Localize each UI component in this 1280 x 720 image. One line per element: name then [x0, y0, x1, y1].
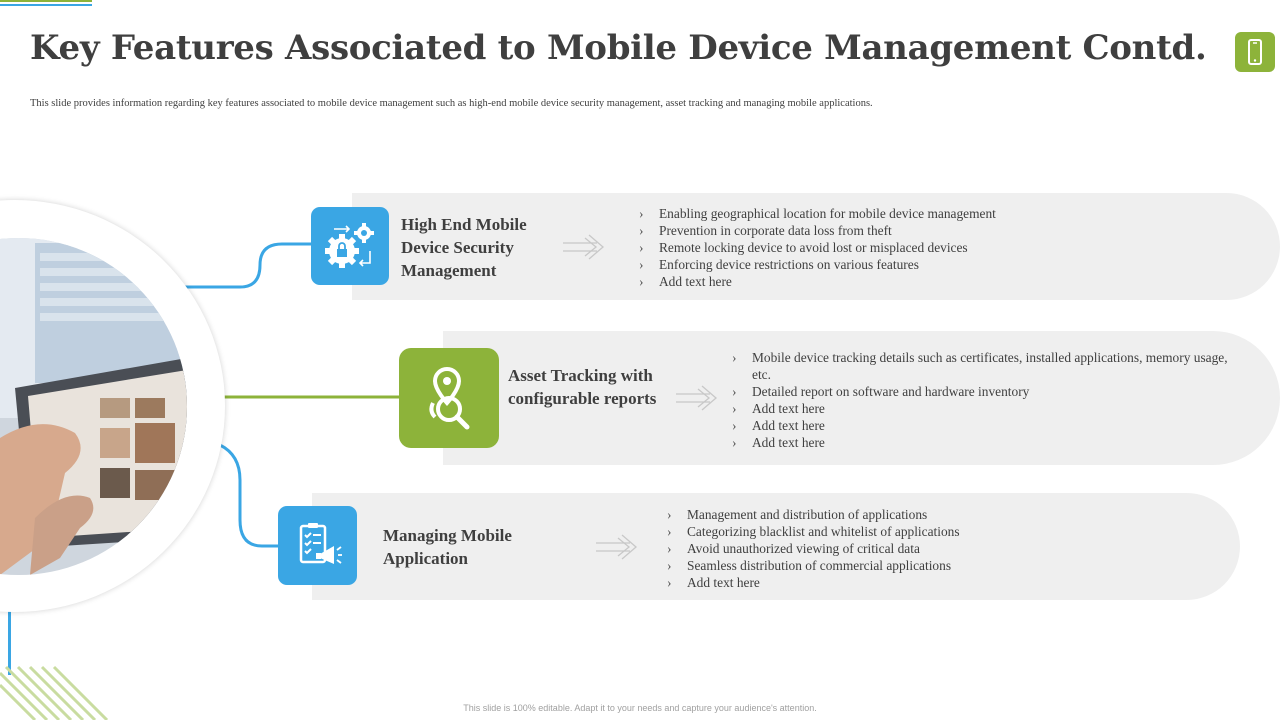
list-item: › Add text here [732, 417, 1242, 434]
feature-title-mobile-application: Managing Mobile Application [383, 526, 512, 568]
arrow-right-icon [561, 232, 607, 262]
checklist-megaphone-icon [278, 506, 357, 585]
arrow-right-icon [594, 532, 640, 562]
list-item: › Add text here [732, 434, 1242, 451]
feature-bullets-asset-tracking [732, 349, 1242, 451]
list-item: › Detailed report on software and hardware inventory [732, 383, 1242, 400]
list-item: › Add text here [667, 574, 1187, 591]
feature-title-security: High End Mobile Device Security Management [401, 215, 527, 280]
feature-bullets-security [639, 205, 1199, 290]
footer-note: This slide is 100% editable. Adapt it to your needs and capture your audience's attention. [463, 703, 817, 713]
list-item: › Prevention in corporate data loss from theft [639, 222, 1199, 239]
list-item: › Mobile device tracking details such as certificates, installed applications, memory usage, etc. [732, 349, 1242, 383]
feature-title-asset-tracking: Asset Tracking with configurable reports [508, 366, 657, 408]
list-item: › Seamless distribution of commercial applications [667, 557, 1187, 574]
list-item: › Remote locking device to avoid lost or misplaced devices [639, 239, 1199, 256]
gears-lock-icon [311, 207, 389, 285]
list-item: › Add text here [732, 400, 1242, 417]
page-title: Key Features Associated to Mobile Device Management Contd. [30, 28, 1207, 68]
page-subtitle: This slide provides information regarding key features associated to mobile device management such as high-end mobile device security management, asset tracking and managing mobile applications. [30, 98, 873, 109]
list-item: › Add text here [639, 273, 1199, 290]
list-item: › Enforcing device restrictions on various features [639, 256, 1199, 273]
location-search-icon [399, 348, 499, 448]
mobile-phone-icon [1235, 32, 1275, 72]
arrow-right-icon [674, 383, 720, 413]
list-item: › Avoid unauthorized viewing of critical data [667, 540, 1187, 557]
list-item: › Categorizing blacklist and whitelist of applications [667, 523, 1187, 540]
list-item: › Enabling geographical location for mobile device management [639, 205, 1199, 222]
list-item: › Management and distribution of applications [667, 506, 1187, 523]
feature-bullets-mobile-application [667, 506, 1187, 591]
